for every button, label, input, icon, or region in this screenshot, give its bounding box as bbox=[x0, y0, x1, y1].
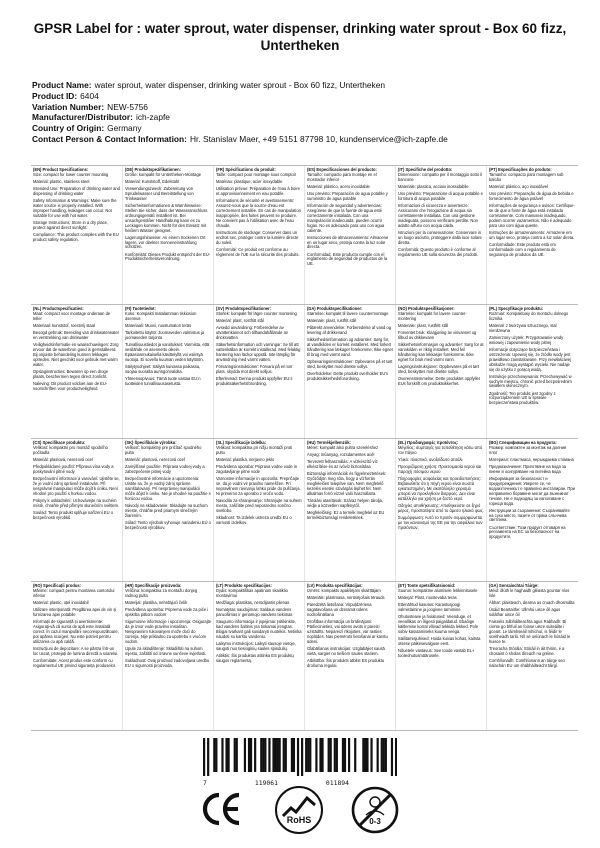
barcode-bar bbox=[277, 738, 279, 772]
spec-paragraph: Rozmiar: Kompaktowy do montażu dolnego licznika bbox=[489, 310, 569, 321]
spec-paragraph: Storlek: kompakt för lägre counter montering bbox=[216, 310, 297, 316]
barcode-bar bbox=[248, 738, 250, 772]
barcode-bar bbox=[221, 738, 223, 772]
spec-paragraph: Uso previsto: Preparazione di acqua potabile e fornitura di acqua potabile bbox=[398, 191, 483, 201]
spec-paragraph: Sigurnosne informacije i upozorenja: Osigurajte da je izvor vode pravilno instaliran. Neispravnim rukovanjem može doći do curenja. Nije prikladno za upotrebu s vrućom vodom. bbox=[125, 619, 212, 644]
spec-paragraph: Instructions de stockage: Conserver dans un endroit sec, protéger contre la lumière directe du soleil. bbox=[216, 229, 299, 245]
barcode-bar bbox=[283, 738, 285, 772]
spec-paragraph: Efterlevnad: Denna produkt uppfyller EU:s produktsäkerhetsförordning. bbox=[216, 375, 293, 386]
spec-paragraph: Opbevaringsinstruktioner: Opbevares på et tørt sted, beskyttet mod direkte sollys. bbox=[307, 358, 393, 369]
spec-heading: (FI) Tuotetiedot: bbox=[125, 306, 156, 311]
spec-paragraph: Beoogd gebruik: Bereiding van drinkwaterwater en verstrekking van drinkwater bbox=[33, 330, 120, 340]
spec-paragraph: Ohutusteave ja hoiatused: Veenduge, et veeallikas on õigesti paigaldatud. Ebaõige käitlemise korral võivad tekkida lekked. Pole sobiv kasutamiseks kuuma veega. bbox=[398, 614, 479, 634]
spec-cell bbox=[304, 166, 395, 304]
spec-heading: (PT) Especificações do produto: bbox=[489, 167, 552, 172]
spec-heading: (LV) Produkta specifikācijas: bbox=[307, 583, 363, 588]
barcode-bar bbox=[383, 738, 385, 772]
barcode-bar bbox=[274, 738, 276, 772]
barcode-bar bbox=[370, 738, 372, 772]
barcode-bar bbox=[272, 738, 274, 772]
spec-heading: (ET) Toote spetsifikatsioonid: bbox=[398, 583, 456, 588]
spec-paragraph: Turvallisuustiedot ja varoitukset: Varmista, että vesilähde on asennettu oikein. Epäasianmukaisella käsittelyllä voi esiintyä vuotoja. Ei sovellu kuuman veden käyttöön. bbox=[125, 342, 210, 362]
spec-paragraph: Påtænkt anvendelse: Forberedelse af vand og levering af drikkevand bbox=[307, 325, 391, 335]
barcode-bar bbox=[228, 738, 230, 772]
spec-paragraph: Anyag: műanyag, rozsdamentes acél bbox=[307, 452, 375, 457]
barcode-left-digits: 119061 bbox=[254, 779, 278, 787]
spec-paragraph: Conformidade: Este produto está em conformidade com o regulamento de segurança de produtos da UE. bbox=[489, 241, 556, 257]
spec-paragraph: Lagerungshinweise: An einem trockenen Ort lagern, vor direkter Sonneneinstrahlung schützen. bbox=[125, 234, 206, 250]
spec-paragraph: Předpokládané použití: Příprava vína vody a poskytování pitné vody bbox=[33, 464, 114, 474]
barcode-bar bbox=[213, 738, 215, 772]
spec-cell bbox=[31, 582, 122, 730]
spec-paragraph: Bezpečnostné informácie a upozornenia: Uistite sa, že je vodný zdroj správne nainštalovaný. Pri nesprávnej manipulácii môže dôjsť k úniku. Nie je vhodné na použitie s horúcou vodou. bbox=[125, 476, 211, 501]
spec-paragraph: Intended Use: Preparation of drinking water and dispensing of drinking water bbox=[33, 186, 120, 196]
spec-cell bbox=[31, 439, 122, 581]
spec-paragraph: Säilytysohjeet: Säilytä kuivassa paikassa, suojaa suoralta auringonvalolta. bbox=[125, 363, 201, 374]
spec-paragraph: Overensstemmelse: Dette produktet oppfyller EUs forskrift om produktsikkerhet. bbox=[398, 375, 481, 386]
barcode-bar bbox=[203, 738, 205, 776]
spec-paragraph: Материал: пластмаса, неръждаема стомана bbox=[489, 456, 574, 462]
spec-paragraph: Förvaringsinstruktioner: Förvara på en torr plats, skydda mot direkt solljus. bbox=[216, 363, 293, 374]
spec-heading: (LT) Produkto specifikacijos: bbox=[216, 583, 272, 588]
spec-paragraph: Varnostne informacije in opozorila: Prepričajte se, da je vodni vir pravilno nameščen. Pri nepravilnem ravnanju lahko pride do puščanja. Ni primerno za uporabo z vročo vodo. bbox=[216, 476, 301, 496]
barcode-bars bbox=[203, 738, 397, 776]
spec-paragraph: Predviđena upotreba: Priprema vode za piće i opskrba pitkom vodom bbox=[125, 607, 209, 617]
spec-paragraph: Materiale: plast, rustfritt stål bbox=[398, 322, 449, 328]
spec-paragraph: Sukladnost: Ovaj proizvod zadovoljava uredbu EU o sigurnosti proizvoda. bbox=[125, 657, 210, 668]
spec-paragraph: Material: Kunststoff, Edelstahl bbox=[125, 179, 180, 184]
spec-paragraph: Veličina: kompaktna za montažu donjeg radnog pulta bbox=[125, 587, 198, 598]
meta-product-name: Product Name: water sprout, water dispenser, drinking water sprout - Box 60 fizz, Untertheken bbox=[32, 80, 386, 90]
spec-paragraph: Materiale: plastica, acciaio inossidabile bbox=[398, 183, 469, 189]
spec-heading: (HU) Termékjellemzők: bbox=[307, 440, 351, 445]
barcode-bar bbox=[301, 738, 303, 776]
barcode-bar bbox=[207, 738, 209, 776]
spec-cell bbox=[213, 439, 304, 581]
spec-paragraph: Material: plastika, nerjavno jeklo bbox=[216, 456, 275, 462]
barcode-bar bbox=[364, 738, 366, 772]
barcode-bar bbox=[293, 738, 295, 772]
spec-heading: (RO) Specificații produs: bbox=[33, 583, 81, 588]
spec-paragraph: Storage Instructions: Store in a dry place, protect against direct sunlight. bbox=[33, 219, 109, 230]
spec-heading: (CS) Specifikace produktu: bbox=[33, 440, 86, 445]
spec-cell bbox=[122, 439, 213, 581]
spec-paragraph: Nõuetele vastavus: See toode vastab EL-i tooteohutusmäärusele. bbox=[398, 647, 475, 658]
spec-cell bbox=[304, 305, 395, 438]
barcode-bar bbox=[330, 738, 332, 772]
spec-cell bbox=[395, 439, 486, 581]
spec-paragraph: Størrelse: kompakt for lavere counter-montering bbox=[398, 310, 467, 321]
spec-cell bbox=[31, 305, 122, 438]
spec-paragraph: Glabāšanas instrukcijas: Uzglabājiet sausā vietā, sargiet no tiešiem saules stariem. bbox=[307, 645, 385, 656]
spec-paragraph: Súlad: Tento výrobok vyhovuje nariadeniu EÚ o bezpečnosti výrobkov. bbox=[125, 519, 211, 530]
spec-paragraph: Informations de sécurité et avertissements: Assurez-vous que la source d'eau est correctement installée. En cas de manipulation inappropriée, des fuites peuvent se produire. Ne convient pas à l'utilisation avec de l'eau chaude. bbox=[216, 198, 301, 228]
spec-cell bbox=[213, 582, 304, 730]
spec-paragraph: Utilisation prévue: Préparation de l'eau à boire et approvisionnement en eau potable. bbox=[216, 186, 300, 196]
spec-paragraph: Atbilstība: Šis produkts atbilst ES produktu drošuma regulai. bbox=[307, 657, 385, 668]
barcode-bar bbox=[297, 738, 299, 776]
barcode-bar bbox=[377, 738, 379, 772]
spec-row bbox=[31, 165, 578, 304]
spec-row bbox=[31, 581, 578, 731]
spec-paragraph: Material: plast, rostfritt stål bbox=[216, 318, 264, 323]
spec-paragraph: Ábhar: plaisteach, dearna as cruach dhosmálta bbox=[489, 599, 575, 605]
spec-paragraph: Materiaali: Muovi, ruostumaton teräs bbox=[125, 322, 192, 328]
meta-manufacturer: Manufacturer/Distributor: ich-zapfe bbox=[32, 112, 170, 123]
barcode-bar bbox=[321, 738, 323, 772]
spec-paragraph: Materiale: plast, rustfrit stål bbox=[307, 318, 356, 323]
spec-paragraph: Taille: compact pour montage sous comptoir bbox=[216, 171, 297, 177]
meta-product-id: Product ID: 6404 bbox=[32, 90, 99, 101]
spec-paragraph: Utilizare intenționată: Pregătirea apei de vin și furnizarea apei potabile bbox=[33, 607, 117, 617]
spec-paragraph: Инструкции за съхранение: Съхранявайте на сухо място, пазете от пряка слънчева светлина. bbox=[489, 507, 570, 523]
spec-paragraph: Größe: kompakt für Untertheken-Montage bbox=[125, 171, 201, 177]
spec-paragraph: Compliance: This product complies with the EU product safety regulation. bbox=[33, 231, 119, 242]
product-meta bbox=[32, 80, 577, 145]
spec-paragraph: Materiał: z tworzywa sztucznego, stal nierdzewna bbox=[489, 322, 557, 333]
barcode-bar bbox=[342, 738, 344, 772]
barcode-bar bbox=[348, 738, 350, 772]
spec-paragraph: Material: plástico, acero inoxidable bbox=[307, 183, 370, 189]
spec-paragraph: Faisnéis Sábháilteachta agus Rabhadh: Bí cinnte go bhfuil an foinse uisce suiteáilte i gceart. Le láimhseáil mhíchuí, is féidir le sceitheadh tarlú. Níl sé oiriúnach le húsáid le huisce te. bbox=[489, 619, 571, 644]
spec-paragraph: Sikkerhetsinformasjon og advarsler: Sørg for at vannkilden er riktig installert. Med feil håndtering kan lekkasjer forekomme. Ikke egnet for bruk med varmt vann. bbox=[398, 342, 484, 362]
spec-paragraph: Lagringsinstruksjoner: Oppbevares på et tørt sted, beskyttes mot direkte sollys. bbox=[398, 363, 480, 374]
barcode-bar bbox=[236, 738, 238, 772]
spec-paragraph: Skladnost: Ta izdelek ustreza uredbi EU o varnosti izdelkov. bbox=[216, 514, 292, 525]
language-spec-grid bbox=[31, 165, 578, 731]
spec-paragraph: Atitiktis: Šis produktas atitinka ES produktų saugos reglamentą. bbox=[216, 652, 294, 663]
spec-paragraph: Størrelse: kompakt til lavere countermontage bbox=[307, 310, 389, 316]
barcode-bar bbox=[319, 738, 321, 772]
spec-paragraph: Tervezett felhasználás: A vízkészítő víz elkészítése és az ivóvíz biztosítása bbox=[307, 459, 378, 469]
spec-paragraph: Veľkosť: kompaktný pre pričítač spodného pulta bbox=[125, 444, 202, 455]
barcode-bar bbox=[315, 738, 317, 772]
spec-paragraph: Konformität: Dieses Produkt entspricht der EU-Produktsicherheitsverordnung. bbox=[125, 251, 211, 262]
spec-paragraph: Uso previsto: Preparación de agua potable y suministro de agua potable bbox=[307, 191, 388, 201]
spec-paragraph: Avsedd användning: Förberedelse av utvattenkannot och tillhandahållande av dricksvatten bbox=[216, 325, 288, 340]
spec-row bbox=[31, 304, 578, 438]
spec-paragraph: Ettenähtud kasutus: Karastusjoogi valmistamine ja joogivee tarnimine bbox=[398, 602, 461, 612]
spec-cell bbox=[486, 305, 577, 438]
spec-paragraph: Naleving: Dit product voldoet aan de EU-voorschriften voor productveiligheid. bbox=[33, 380, 108, 391]
spec-paragraph: Méid: dlúth le haghaidh gléasta gcuntar níos ísle bbox=[489, 587, 570, 598]
spec-paragraph: Mărime: compact pentru montarea contorului inferior bbox=[33, 587, 115, 598]
barcode-bar bbox=[250, 738, 252, 772]
spec-paragraph: Úsáid Beartaithe: Ullmhú uisce óil agus soláthar uisce óil bbox=[489, 607, 561, 617]
spec-paragraph: Zamýšľané použitie: Príprava vodnej vody a zabezpečenie pitnej vody bbox=[125, 464, 205, 474]
barcode-bar bbox=[336, 738, 338, 772]
spec-paragraph: Forventet bruk: Klargjøring av vinvannet og tilbud av drikkevann bbox=[398, 330, 477, 340]
spec-paragraph: Dydis: kompaktiškas apatinam skaitiklio montavimui bbox=[216, 587, 288, 598]
spec-heading: (SL) Specifikacije izdelka: bbox=[216, 440, 267, 445]
barcode-bar bbox=[354, 738, 356, 772]
barcode-bar bbox=[366, 738, 368, 772]
spec-paragraph: Material: plástico, aço inoxidável bbox=[489, 183, 548, 189]
spec-paragraph: Maat: compact voor montage onderaan de teller bbox=[33, 310, 111, 321]
spec-paragraph: Material: plastic, oțel inoxidabil bbox=[33, 599, 89, 605]
spec-cell bbox=[213, 166, 304, 304]
spec-paragraph: Materiál: plastová, nerezová oceľ bbox=[125, 456, 186, 462]
barcode-bar bbox=[254, 738, 256, 772]
spec-paragraph: Conformidad: Este producto cumple con el reglamento de seguridad de productos de la UE. bbox=[307, 251, 388, 267]
spec-paragraph: Conformité: Ce produit est conforme au règlement de l'UE sur la sécurité des produits. bbox=[216, 246, 300, 257]
spec-paragraph: Overholdelse: Dette produkt overholder EU's produktsikkerhedsforordning. bbox=[307, 370, 389, 381]
spec-paragraph: Instrucciones de almacenamiento: Almacene en un lugar seco, proteja contra la luz solar directa. bbox=[307, 234, 389, 250]
spec-paragraph: Material: plastic, stainless steel bbox=[33, 179, 90, 184]
spec-paragraph: Laikymo instrukcijos: Laikyti sausoje vietoje, saugoti nuo tiesioginių saulės spindulių. bbox=[216, 640, 296, 651]
spec-paragraph: Materiāls: plastmasa, nerūsējošais tērauds bbox=[307, 595, 385, 600]
barcode-bar bbox=[225, 738, 227, 772]
spec-paragraph: Opslaginstructies: Bewaren op een droge plaats, beschermen tegen direct zonlicht. bbox=[33, 368, 109, 379]
spec-paragraph: Veiligheidsinformatie en waarschuwingen: Zorg ervoor dat de waterbron goed is geïnstalleerd. Bij onjuiste behandeling kunnen lekkages optreden. Niet geschikt voor gebruik met warm water. bbox=[33, 342, 119, 367]
spec-paragraph: Materjal: Plast, roostevaba teras bbox=[398, 595, 457, 600]
barcode-bar bbox=[260, 738, 262, 772]
rohs-icon bbox=[274, 785, 324, 835]
spec-cell bbox=[213, 305, 304, 438]
barcode-bar bbox=[279, 738, 281, 772]
spec-paragraph: Zgodność: Ten produkt jest zgodny z rozporządzeniem UE w sprawie bezpieczeństwa produktów. bbox=[489, 390, 556, 406]
spec-paragraph: Treoracha Stórála: Stóráil in áit thirim, é a chosaint ó sholas díreach na gréine. bbox=[489, 645, 565, 656]
spec-heading: (SV) Produktspecifikationer: bbox=[216, 306, 272, 311]
spec-paragraph: Информация за безопасност и предупреждения: Уверете се, че водоизточникът е правилно инсталиран. При неправилно боравене могат да възникнат течове. Не е подходящ за използване с гореща вода. bbox=[489, 476, 575, 506]
spec-cell bbox=[395, 582, 486, 730]
spec-paragraph: Yhteensopivuus: Tämä tuote vastaa EU:n tuotteiden turvallisuusasetusta. bbox=[125, 375, 201, 386]
spec-paragraph: Съответствие: Този продукт отговаря на регламента на ЕС за безопасност на продуктите. bbox=[489, 524, 566, 540]
meta-contact-person: Contact Person & Contact Information: Hr. Stanislav Maer, +49 5151 87798 10, kundenservice@ich-zapfe.de bbox=[32, 133, 448, 144]
spec-paragraph: Información de seguridad y advertencias: Asegúrese de que la fuente de agua esté correctamente instalada. Con una manipulación inadecuada, pueden ocurrir fugas. No es adecuado para uso con agua caliente. bbox=[307, 203, 385, 233]
spec-paragraph: Tamanho: compacto para montagem sob balcão bbox=[489, 171, 564, 182]
spec-cell bbox=[122, 166, 213, 304]
spec-paragraph: Conformitate: Acest produs este conform cu regulamentul UE privind siguranța produselor. bbox=[33, 657, 117, 668]
spec-heading: (DE) Produktspezifikationen: bbox=[125, 167, 181, 172]
age-range-text: 0-3 bbox=[369, 817, 381, 826]
barcode-bar bbox=[381, 738, 383, 772]
spec-paragraph: Navodila za shranjevanje: Shranjujte na suhem mestu, zaščitite pred neposredno sončno svetlobo. bbox=[216, 497, 302, 513]
barcode-bar bbox=[291, 738, 293, 772]
spec-heading: (IT) Specifiche del prodotto: bbox=[398, 167, 453, 172]
spec-paragraph: Drošības informācija un brīdinājumi: Pārliecinieties, vai ūdens avots ir pareizi uzstādīts. Nepareizi rīkojoties, var rasties noplūdes. Nav piemērots lietošanai ar karstu ūdeni. bbox=[307, 619, 388, 644]
spec-cell bbox=[395, 305, 486, 438]
spec-paragraph: Размер: компактен за монтаж на долния плот bbox=[489, 444, 567, 455]
barcode-right-digits: 011894 bbox=[325, 779, 350, 787]
spec-paragraph: Materijal: plastika, nehrđajući čelik bbox=[125, 599, 188, 605]
spec-paragraph: Koko: Kompakti matalamman tiskiosion asennus bbox=[125, 310, 197, 321]
barcode-bar bbox=[285, 738, 287, 772]
barcode-bar bbox=[215, 738, 217, 772]
spec-heading: (FR) Spécifications du produit: bbox=[216, 167, 276, 172]
spec-paragraph: Informações de segurança e avisos: Certifique-se de que a fonte de água está instalada corretamente. Com manuseio inadequado, podem ocorrer vazamentos. Não é adequado para uso com água quente. bbox=[489, 203, 575, 228]
spec-heading: (BG) Спецификации на продукта: bbox=[489, 440, 557, 445]
spec-cell bbox=[304, 439, 395, 581]
spec-paragraph: Size: compact for lower counter mounting bbox=[33, 171, 109, 177]
spec-cell bbox=[486, 582, 577, 730]
barcode-bar bbox=[268, 738, 270, 772]
spec-paragraph: Materiál: plastová, nerezová ocel bbox=[33, 456, 93, 462]
label-title: GPSR Label for : water sprout, water dispenser, drinking water sprout - Box 60 fizz, Untertheken bbox=[33, 21, 567, 53]
spec-paragraph: Upute za skladištenje: Skladištiti na suhom mjestu, zaštititi od izravne sunčeve svjetlosti. bbox=[125, 645, 207, 656]
spec-paragraph: Οδηγίες αποθήκευσης: Αποθηκεύστε σε ξηρό μέρος, προστατέψτε από το άμεσο ηλιακό φως. bbox=[398, 502, 484, 513]
spec-heading: (GA) Sonraíochtaí Táirge: bbox=[489, 583, 539, 588]
ce-mark-icon bbox=[198, 785, 246, 833]
spec-paragraph: Medžiaga: plastikas, nerūdijantis plienas bbox=[216, 599, 290, 605]
barcode-bar bbox=[305, 738, 307, 772]
spec-paragraph: Velikost: kompaktní pro montáž spodního počitadla bbox=[33, 444, 108, 455]
spec-paragraph: Informații de siguranță și avertismente: Asigurați-vă că sursa de apă este instalată corect. În cazul manipulării necorespunzătoare, pot apărea scurgeri. Nu este potrivit pentru utilizarea cu apă caldă. bbox=[33, 619, 119, 644]
spec-cell bbox=[122, 582, 213, 730]
spec-cell bbox=[486, 439, 577, 581]
spec-paragraph: Suurus: kompaktne alumisele letikinnitusele bbox=[398, 587, 478, 593]
spec-paragraph: Izmērs: kompakts apakšējam skaitītājam bbox=[307, 587, 381, 593]
spec-paragraph: Velikost: kompaktna pri nižju montaži proti pultu bbox=[216, 444, 293, 455]
certification-logos bbox=[196, 785, 404, 837]
barcode-bar bbox=[309, 738, 311, 772]
spec-heading: (ES) Especificaciones del producto: bbox=[307, 167, 377, 172]
spec-paragraph: Συμμόρφωση: Αυτό το προϊόν συμμορφώνεται με τον κανονισμό της ΕΕ για την ασφάλεια των προϊόντων. bbox=[398, 514, 483, 530]
spec-cell bbox=[122, 305, 213, 438]
spec-cell bbox=[486, 166, 577, 304]
spec-heading: (DA) Produktspecifikationer: bbox=[307, 306, 363, 311]
spec-paragraph: Saugumo informacija ir įspėjimai: Įsitikinkite, kad vandens šaltinis yra tinkamai įrengtas. Blogai tvarkant gali susidaryti nuotėkis. Netinka naudoti su karštu vandeniu. bbox=[216, 619, 302, 639]
spec-paragraph: Comhlíonadh: Comhlíonann an táirge seo rialachán EU um shábháilteacht táirgí. bbox=[489, 657, 565, 668]
spec-paragraph: Προοριζόμενη χρήση: Προετοιμασία νερού και παροχή πόσιμου νερού bbox=[398, 464, 482, 474]
spec-paragraph: Paredzētā lietošana: Virpuļdzēriena sagatavošana un dzeramā ūdens nodrošināšana bbox=[307, 602, 372, 617]
spec-paragraph: Instruções de armazenamento: Armazene em um lugar seco, proteja contra a luz solar direta. bbox=[489, 229, 575, 240]
spec-paragraph: Pokyny k uskladnění: Uchovávejte na suchém místě, chraňte před přímým slunečním světlem. bbox=[33, 497, 120, 508]
spec-heading: (EN) Product Specifications: bbox=[33, 167, 89, 172]
spec-paragraph: Matériau: plastique, acier inoxydable bbox=[216, 179, 283, 184]
spec-heading: (HR) Specifikacije proizvoda: bbox=[125, 583, 182, 588]
spec-paragraph: Πληροφορίες ασφαλείας και προειδοποιήσεις: Βεβαιωθείτε ότι η πηγή νερού είναι σωστά εγκατεστημένη. Με ακατάλληλο χειρισμό μπορεί να προκληθούν διαρροές. Δεν είναι κατάλληλο για χρήση με ζεστό νερό. bbox=[398, 476, 481, 501]
spec-paragraph: Tarkoitettu käyttö: Juomaveden valmistus ja juomaveden tarjonta bbox=[125, 330, 205, 340]
spec-paragraph: Tárolási utasítások: Száraz helyen tárolja, védje a közvetlen napfénytől. bbox=[307, 497, 383, 508]
age-0-3-warning-icon bbox=[350, 785, 400, 835]
spec-paragraph: Safety Information & Warnings: Make sure the water source is properly installed. With improper handling, leakages can occur. Not suitable for use with hot water. bbox=[33, 198, 117, 218]
spec-paragraph: Uso previsto: Preparação de água de bebida e fornecimento de água potável bbox=[489, 191, 574, 201]
barcode-bar bbox=[244, 738, 246, 772]
barcode-bar bbox=[264, 738, 266, 772]
spec-paragraph: Predvidena uporaba: Priprava vodne vode in zagotavljanje pitne vode bbox=[216, 464, 298, 474]
spec-paragraph: Instrucțiuni de depozitare: A se păstra într-un loc uscat, protejați de lumina directă a soarelui. bbox=[33, 645, 119, 656]
spec-paragraph: Säilitamisjuhised: Hoida kuivas kohas, kaitsta otsese päikesevalguse eest. bbox=[398, 635, 481, 646]
spec-paragraph: Bezpečnostní informace a varování: Ujistěte se, že je vodní zdroj správně instalován. Při nesprávné manipulaci může dojít k úniku. Není vhodné pro použití s horkou vodou. bbox=[33, 476, 120, 496]
spec-paragraph: Μέγεθος: συμπαγές για τοποθέτηση κάτω από τον πάγκο bbox=[398, 444, 483, 455]
spec-paragraph: Zamierzony użytek: Przygotowanie wody wniowej i zapewnienie wody pitnej bbox=[489, 334, 564, 345]
spec-paragraph: Numatytas naudojimas: Saldaus vandens paruošimas ir geriamojo vandens tiekimas bbox=[216, 607, 293, 617]
barcode-bar bbox=[385, 738, 387, 772]
spec-paragraph: Υλικό: πλαστικό, ανοξείδωτο ατσάλι bbox=[398, 456, 463, 462]
spec-cell bbox=[31, 166, 122, 304]
barcode-bar bbox=[307, 738, 309, 772]
spec-heading: (SK) Špecifikácie výrobku: bbox=[125, 440, 177, 445]
spec-paragraph: Sikkerhedsinformation og advarsler: Sørg for, at vandkilden er korrekt installeret. Med forkert håndtering kan lækager forekomme. Ikke egnet til brug med varmt vand. bbox=[307, 337, 393, 357]
barcode-bar bbox=[234, 738, 236, 772]
spec-paragraph: Materiaal: kunststof, roestvrij staal bbox=[33, 322, 95, 328]
meta-variation-number: Variation Number: NEW-5756 bbox=[32, 101, 148, 112]
spec-paragraph: Instrukcje przechowywania: Przechowywać w suchym miejscu, chronić przed bezpośrednim światłem słonecznym. bbox=[489, 373, 572, 389]
spec-paragraph: Conformità: Questo prodotto è conforme al regolamento UE sulla sicurezza dei prodotti. bbox=[398, 246, 479, 257]
barcode-bar bbox=[391, 738, 393, 776]
spec-paragraph: Säkerhetsinformation och varningar: Se till att vattenkällan är korrekt installerad. Med felaktig hantering kan läckor uppstå. Inte lämplig för användning med varmt vatten. bbox=[216, 342, 301, 362]
spec-paragraph: Informacje dotyczące bezpieczeństwa i ostrzeżenia: Upewnij się, że źródło wody jest prawidłowo zainstalowane. Przy niewłaściwej obsłudze mogą wystąpić wycieki. Nie nadaje się do użytku z gorącą wodą. bbox=[489, 346, 571, 372]
spec-heading: (EL) Προδιαγραφές προϊόντος: bbox=[398, 440, 459, 445]
barcode-bar bbox=[262, 738, 264, 772]
spec-row bbox=[31, 438, 578, 581]
spec-paragraph: Sicherheitsinformationen & Warnhinweise: Stellen Sie sicher, dass der Wasseranschluss ordnungsgemäß installiert ist. Bei unsachgemäßer Handhabung kann es zu Leckagen kommen. Nicht für den Einsatz mit heißem Wasser geeignet. bbox=[125, 203, 208, 233]
spec-paragraph: Návody na skladovanie: Skladujte na suchom mieste, chráňte pred priamym slnečným žiarením. bbox=[125, 502, 208, 518]
barcode-bar bbox=[362, 738, 364, 772]
spec-paragraph: Istruzioni per la conservazione: Conservare in un luogo asciutto, proteggere dalla luce solare diretta. bbox=[398, 229, 482, 245]
spec-paragraph: Verwendungszweck: Zubereitung von Sprudelwasser und Bereitstellung von Trinkwasser bbox=[125, 186, 194, 201]
spec-heading: (PL) Specyfikacje produktu: bbox=[489, 306, 544, 311]
spec-heading: (NO) Produktspesifikasjoner: bbox=[398, 306, 455, 311]
barcode-first-digit: 7 bbox=[203, 779, 207, 787]
barcode-bar bbox=[395, 738, 397, 776]
barcode-bar bbox=[334, 738, 336, 772]
ean-barcode bbox=[203, 738, 397, 776]
spec-heading: (NL) Productspecificaties: bbox=[33, 306, 84, 311]
spec-paragraph: Tamaño: compacto para montaje en el mostrador inferior bbox=[307, 171, 377, 182]
spec-paragraph: Soulad: Tento produkt splňuje nařízení EU o bezpečnosti výrobků. bbox=[33, 509, 114, 520]
spec-paragraph: Dimensione: compatto per il montaggio sotto il bancone bbox=[398, 171, 482, 182]
spec-paragraph: Biztonsági információk és figyelmeztetések: Győződjön meg róla, hogy a vízforrás megfelelően telepítve van. Nem megfelelő kezelés esetén szivárgás léphet fel. Nem alkalmas forró vízzel való használatra. bbox=[307, 471, 387, 496]
spec-cell bbox=[304, 582, 395, 730]
spec-paragraph: Méret: kompakt alsó pultra szereléshez bbox=[307, 444, 379, 450]
rohs-text: RoHS bbox=[286, 815, 312, 825]
spec-paragraph: Informazioni di sicurezza e avvertenze: Assicurarsi che l'erogazione di acqua sia correttamente installata. Con una gestione inadeguata, possono verificarsi perdite. Non adatto all'uso con acqua calda. bbox=[398, 203, 478, 228]
spec-paragraph: Megfelelőség: Ez a termék megfelel az EU termékbiztonsági rendeletének. bbox=[307, 509, 385, 520]
spec-cell bbox=[395, 166, 486, 304]
barcode-bar bbox=[344, 738, 346, 772]
barcode-bar bbox=[328, 738, 330, 772]
meta-country-of-origin: Country of Origin: Germany bbox=[32, 123, 142, 134]
spec-paragraph: Предназначение: Приготвяне на вода за пиене и осигуряване на питейна вода bbox=[489, 464, 567, 474]
